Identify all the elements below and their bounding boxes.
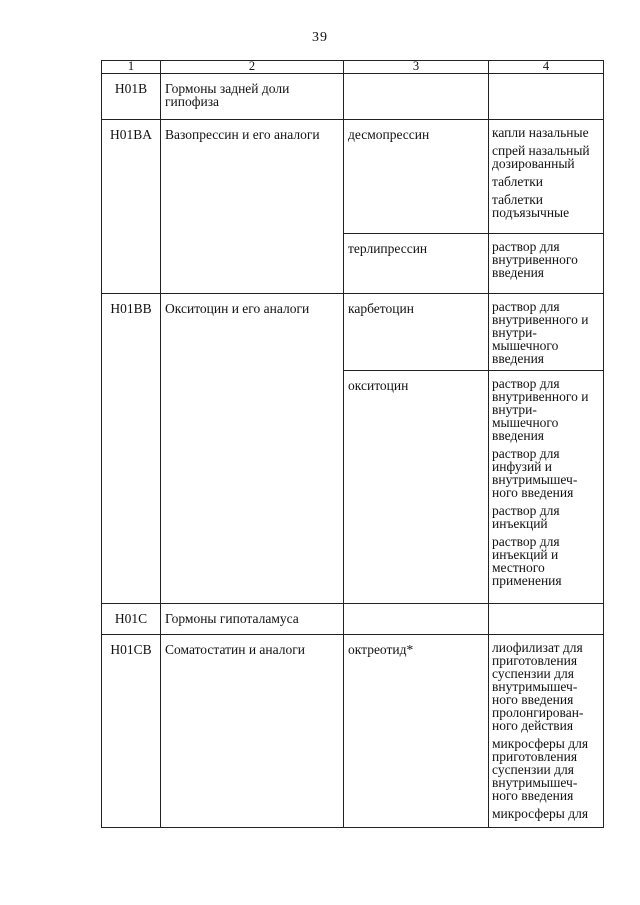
dosage-forms-cell [489, 294, 604, 371]
atc-group-name: Соматостатин и аналоги [161, 635, 344, 828]
atc-group-name: Вазопрессин и его аналоги [161, 120, 344, 294]
atc-group-name: Гормоны задней доли гипофиза [161, 74, 344, 120]
dosage-form: раствор для инъекций [492, 503, 560, 531]
dosage-forms-cell [489, 120, 604, 234]
dosage-forms-cell [489, 635, 604, 828]
drug-name: карбетоцин [344, 294, 489, 371]
dosage-forms-cell [489, 604, 604, 635]
column-header: 4 [489, 61, 604, 74]
table-row [102, 635, 604, 828]
dosage-form: раствор для внутривенного введения [492, 239, 578, 280]
table-header-row [102, 61, 604, 74]
dosage-form: раствор для инфузий и внутримышеч-ного введения [492, 446, 578, 500]
dosage-forms-cell [489, 74, 604, 120]
dosage-forms-cell [489, 234, 604, 294]
drug-name: десмопрессин [344, 120, 489, 234]
dosage-form: микросферы для [492, 806, 589, 821]
atc-code: H01CB [102, 635, 161, 828]
dosage-form: капли назальные [492, 125, 589, 140]
medicines-table [101, 60, 604, 828]
dosage-form: раствор для внутривенного и внутри-мышечного введения [492, 376, 589, 443]
dosage-form: микросферы для приготовления суспензии для внутримышеч-ного введения [492, 736, 589, 803]
table-row [102, 294, 604, 371]
table-row [102, 74, 604, 120]
dosage-form: лиофилизат для приготовления суспензии для внутримышеч-ного введения пролонгирован-ного действия [492, 640, 584, 733]
atc-group-name: Окситоцин и его аналоги [161, 294, 344, 604]
table-row [102, 120, 604, 234]
drug-name-cell [344, 604, 489, 635]
column-header: 1 [102, 61, 161, 74]
table-row [102, 604, 604, 635]
dosage-form: таблетки [492, 174, 544, 189]
page-number: 39 [312, 30, 328, 45]
atc-code: H01BB [102, 294, 161, 604]
dosage-forms-cell [489, 371, 604, 604]
column-header: 2 [161, 61, 344, 74]
column-header: 3 [344, 61, 489, 74]
atc-code: H01C [102, 604, 161, 635]
drug-name: октреотид* [344, 635, 489, 828]
dosage-form: таблетки подъязычные [492, 192, 570, 220]
drug-name: терлипрессин [344, 234, 489, 294]
drug-name-cell [344, 74, 489, 120]
atc-code: H01B [102, 74, 161, 120]
atc-code: H01BA [102, 120, 161, 294]
dosage-form: раствор для инъекций и местного применения [492, 534, 562, 588]
drug-name: окситоцин [344, 371, 489, 604]
dosage-form: спрей назальный дозированный [492, 143, 590, 171]
atc-group-name: Гормоны гипоталамуса [161, 604, 344, 635]
dosage-form: раствор для внутривенного и внутри-мышечного введения [492, 299, 589, 366]
